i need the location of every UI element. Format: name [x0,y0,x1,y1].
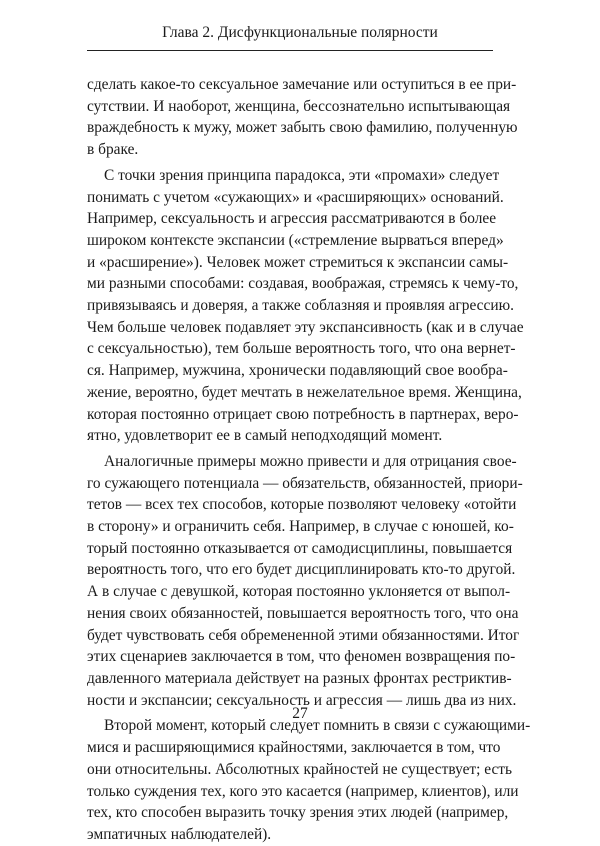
paragraph [87,715,531,845]
text-line: широком контексте экспансии («стремление вырваться вперед» [87,231,504,249]
running-head: Глава 2. Дисфункциональные полярности [162,24,438,41]
text-line: торый постоянно отказывается от самодисциплины, повышается [87,539,513,557]
text-line: го сужающего потенциала — обязательств, обязанностей, приори- [87,474,523,492]
text-line: Второй момент, который следует помнить в связи с сужающими- [104,717,531,735]
text-line: ся. Например, мужчина, хронически подавляющий свое вообра- [87,362,508,380]
text-line: в браке. [87,141,139,159]
header-rule [87,50,493,51]
paragraph [87,165,524,447]
text-line: давленного материала действует на разных фронтах рестриктив- [87,669,512,687]
paragraph [87,451,523,711]
text-line: и «расширение»). Человек может стремиться к экспансии самы- [87,253,509,271]
text-line: вероятность того, что его будет дисциплинировать кто-то другой. [87,561,516,579]
text-line: враждебность к мужу, может забыть свою фамилию, полученную [87,119,518,137]
text-line: будет чувствовать себя обремененной этими обязанностями. Итог [87,626,520,644]
text-line: ми разными способами: создавая, воображая, стремясь к чему-то, [87,275,519,293]
text-line: Чем больше человек подавляет эту экспансивность (как и в случае [87,318,524,336]
text-line: нения своих обязанностей, повышается вероятность того, что она [87,604,519,622]
text-line: понимать с учетом «сужающих» и «расширяющих» оснований. [87,188,504,206]
paragraph [87,74,518,161]
text-line: привязываясь и доверяя, а также соблазняя и проявляя агрессию. [87,297,514,315]
text-line: мися и расширяющимися крайностями, заключается в том, что [87,739,501,757]
text-line: С точки зрения принципа парадокса, эти «промахи» следует [104,166,500,184]
text-line: тех, кто способен выразить точку зрения этих людей (например, [87,804,509,822]
text-line: тетов — всех тех способов, которые позволяют человеку «отойти [87,496,517,514]
text-line: ности и экспансии; сексуальность и агрессия — лишь два из них. [87,691,517,709]
text-line: в сторону» и ограничить себя. Например, в случае с юношей, ко- [87,518,514,536]
page-number: 27 [292,705,308,722]
text-line: жение, вероятно, будет мечтать в нежелательное время. Женщина, [87,383,522,401]
text-line: которая постоянно отрицает свою потребность в партнерах, веро- [87,405,519,423]
text-line: ятно, удовлетворит ее в самый неподходящий момент. [87,427,443,445]
text-line: эмпатичных наблюдателей). [87,825,272,843]
text-line: сутствии. И наоборот, женщина, бессознательно испытывающая [87,97,511,115]
text-line: этих сценариев заключается в том, что феномен возвращения по- [87,648,516,666]
text-line: сделать какое-то сексуальное замечание или оступиться в ее при- [87,76,517,93]
text-line: Например, сексуальность и агрессия рассматриваются в более [87,210,497,228]
text-line: с сексуальностью), тем больше вероятность того, что она вернет- [87,340,516,358]
text-line: Аналогичные примеры можно привести и для отрицания свое- [104,452,517,470]
text-line: А в случае с девушкой, которая постоянно уклоняется от выпол- [87,583,511,601]
body-text [87,74,531,846]
text-line: они относительны. Абсолютных крайностей не существует; есть [87,760,513,778]
text-line: только суждения тех, кого это касается (например, клиентов), или [87,782,519,800]
